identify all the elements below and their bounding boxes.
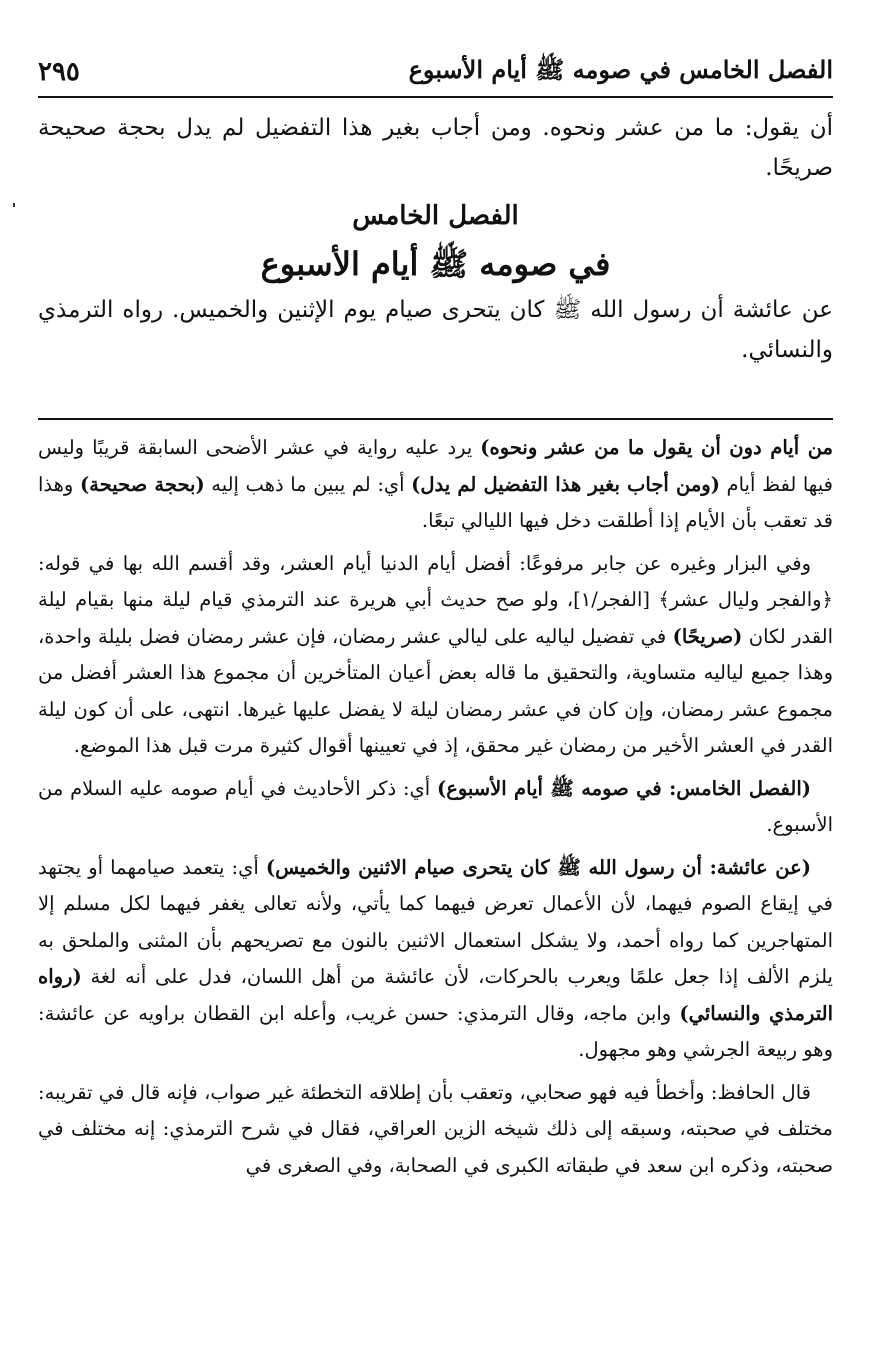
commentary-divider (38, 418, 833, 420)
commentary-text: أي: ذكر الأحاديث في أيام صومه عليه السلام من الأسبوع. (38, 776, 833, 836)
page-number: ٢٩٥ (38, 57, 80, 87)
quoted-phrase: (رواه الترمذي والنسائي) (38, 965, 833, 1025)
margin-mark (13, 203, 15, 207)
quoted-phrase: من أيام دون أن يقول ما من عشر ونحوه) (480, 436, 833, 459)
quoted-phrase: (بحجة صحيحة) (79, 472, 205, 496)
commentary-paragraph-2 (38, 546, 833, 765)
chapter-block (38, 194, 833, 290)
commentary-text: في تفضيل لياليه على ليالي عشر رمضان، فإن عشر رمضان فضل بليلة واحدة، وهذا جميع لياليه متساوية، والتحقيق ما قاله بعض أعيان المتأخرين أن مجموع هذا العشر أفضل من مجموع عشر رمضان، وإن كان في عشر رمضان ليلة لا يفضل عليها غيرها. انتهى، على أن كون ليلة القدر في العشر الأخير من رمضان غير محقق، إذ في تعيينها أقوال كثيرة مرت قبل هذا الموضع. (38, 624, 833, 757)
commentary-text: أي: لم يبين ما ذهب إليه (204, 472, 412, 496)
commentary-text: وهذا قد تعقب بأن الأيام إذا أطلقت دخل فيها الليالي تبعًا. (38, 472, 833, 532)
hadith-text: عن عائشة أن رسول الله ﷺ كان يتحرى صيام يوم الإثنين والخميس. رواه الترمذي والنسائي. (38, 297, 833, 363)
header-rule (38, 96, 833, 98)
page-header (38, 52, 833, 92)
running-title: الفصل الخامس في صومه ﷺ أيام الأسبوع (408, 54, 833, 84)
commentary-text: أي: يتعمد صيامهما أو يجتهد في إيقاع الصوم فيهما، لأن الأعمال تعرض فيهما كما يأتي، ولأنه تعالى يغفر فيهما لكل مسلم إلا المتهاجرين كما رواه أحمد، ولا يشكل استعمال الاثنين بالنون مع تصريحهم بأن المثنى والملحق به يلزم الألف إذا جعل علمًا ويعرب بالحركات، لأن عائشة من أهل اللسان، فدل على أنه لغة (38, 855, 833, 988)
continuation-paragraph: أن يقول: ما من عشر ونحوه. ومن أجاب بغير هذا التفضيل لم يدل بحجة صحيحة صريحًا. (38, 115, 833, 181)
quoted-phrase: (الفصل الخامس: في صومه ﷺ أيام الأسبوع) (436, 776, 811, 800)
commentary-text: قال الحافظ: وأخطأ فيه فهو صحابي، وتعقب بأن إطلاقه التخطئة غير صواب، فإنه قال في تقريبه: مختلف في صحبته، وسبقه إلى ذلك شيخه الزين العراقي، فقال في شرح الترمذي: إنه مختلف في صحبته، وذكره ابن سعد في طبقاته الكبرى في الصحابة، وفي الصغرى في (38, 1080, 833, 1177)
commentary-paragraph-3 (38, 771, 833, 844)
quoted-phrase: (صريحًا) (672, 624, 743, 648)
chapter-title: في صومه ﷺ أيام الأسبوع (260, 245, 611, 283)
commentary-text: وفي البزار وغيره عن جابر مرفوعًا: أفضل أيام الدنيا أيام العشر، وقد أقسم الله بها في قوله: ﴿والفجر وليال عشر﴾ [الفجر/١]، ولو صح حديث أبي هريرة عند الترمذي قيام ليلة منها بقيام ليلة القدر لكان (38, 551, 833, 648)
commentary (38, 430, 833, 1190)
chapter-heading: الفصل الخامس (352, 201, 519, 231)
quoted-phrase: (ومن أجاب بغير هذا التفضيل لم يدل) (411, 472, 720, 496)
quoted-phrase: (عن عائشة: أن رسول الله ﷺ كان يتحرى صيام الاثنين والخميس) (265, 855, 811, 879)
commentary-paragraph-5 (38, 1075, 833, 1185)
main-text (38, 108, 833, 370)
commentary-paragraph-4 (38, 850, 833, 1069)
commentary-text: وابن ماجه، وقال الترمذي: حسن غريب، وأعله ابن القطان براويه عن عائشة: وهو ربيعة الجرشي وهو مجهول. (38, 1001, 833, 1061)
commentary-paragraph-1 (38, 430, 833, 540)
commentary-text: يرد عليه رواية في عشر الأضحى السابقة قريبًا وليس فيها لفظ أيام (38, 436, 833, 496)
